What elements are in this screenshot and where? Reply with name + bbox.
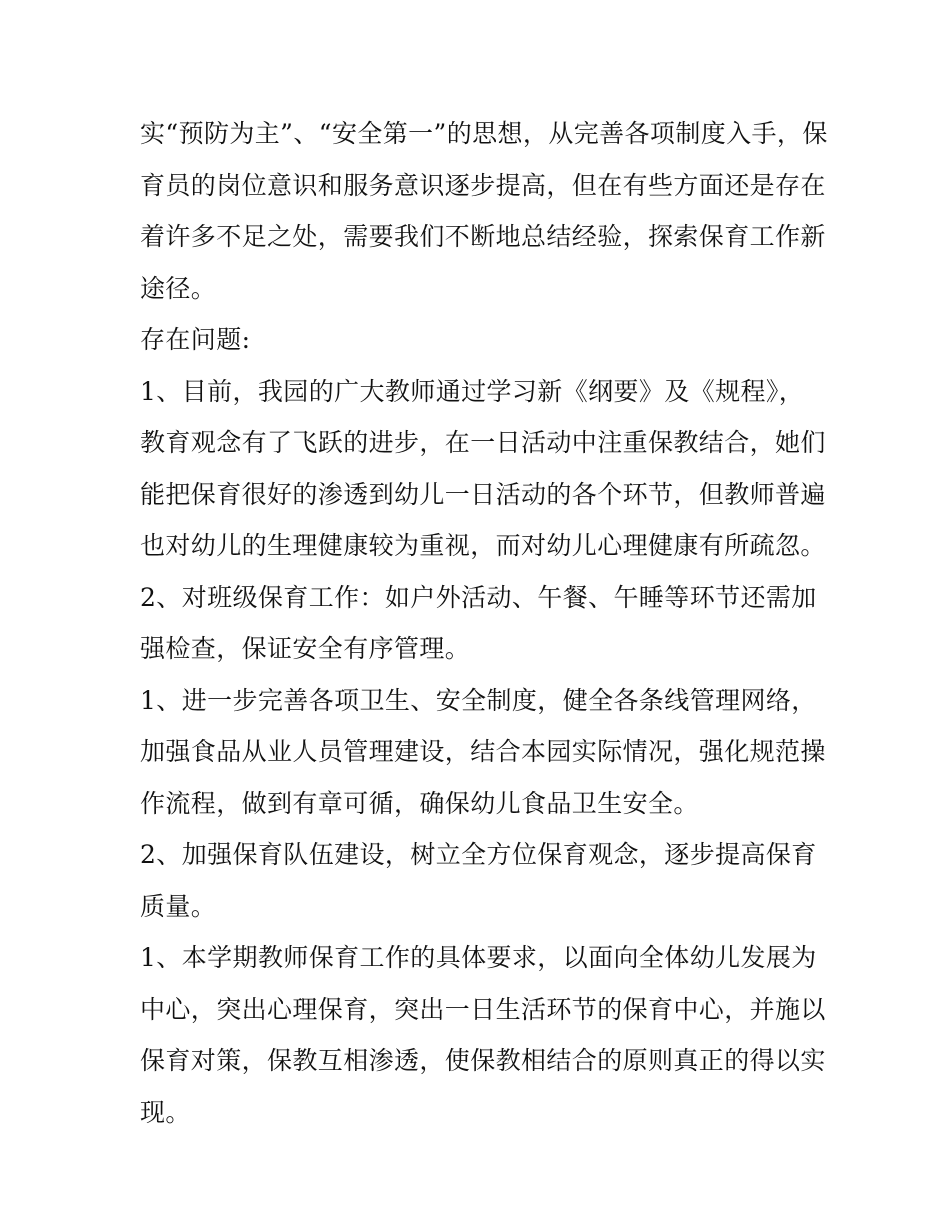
text-line: 1、本学期教师保育工作的具体要求，以面向全体幼儿发展为 <box>140 943 817 972</box>
document-body <box>140 108 828 1138</box>
text-line: 育员的岗位意识和服务意识逐步提高，但在有些方面还是存在 <box>140 170 826 200</box>
text-line: 1、进一步完善各项卫生、安全制度，健全各条线管理网络， <box>140 685 817 715</box>
text-line: 能把保育很好的渗透到幼儿一日活动的各个环节，但教师普遍 <box>140 479 826 509</box>
text-line: 质量。 <box>140 891 217 921</box>
text-line: 实“预防为主”、“安全第一”的思想，从完善各项制度入手，保 <box>140 119 828 148</box>
text-line: 作流程，做到有章可循，确保幼儿食品卫生安全。 <box>140 788 699 818</box>
text-line: 着许多不足之处，需要我们不断地总结经验，探索保育工作新 <box>140 222 826 251</box>
text-line: 2、加强保育队伍建设，树立全方位保育观念，逐步提高保育 <box>140 840 817 869</box>
text-line: 保育对策，保教互相渗透，使保教相结合的原则真正的得以实 <box>140 1046 826 1075</box>
text-line: 1、目前，我园的广大教师通过学习新《纲要》及《规程》， <box>140 376 805 406</box>
text-line: 现。 <box>140 1097 191 1127</box>
text-line: 也对幼儿的生理健康较为重视，而对幼儿心理健康有所疏忽。 <box>140 531 826 560</box>
text-line: 中心，突出心理保育，突出一日生活环节的保育中心，并施以 <box>140 994 826 1024</box>
text-line: 途径。 <box>140 273 217 303</box>
text-line: 2、对班级保育工作：如户外活动、午餐、午睡等环节还需加 <box>140 582 817 612</box>
text-line: 教育观念有了飞跃的进步，在一日活动中注重保教结合，她们 <box>140 428 826 457</box>
section-heading: 存在问题: <box>140 325 251 354</box>
text-line: 强检查，保证安全有序管理。 <box>140 634 471 663</box>
text-line: 加强食品从业人员管理建设，结合本园实际情况，强化规范操 <box>140 737 826 766</box>
